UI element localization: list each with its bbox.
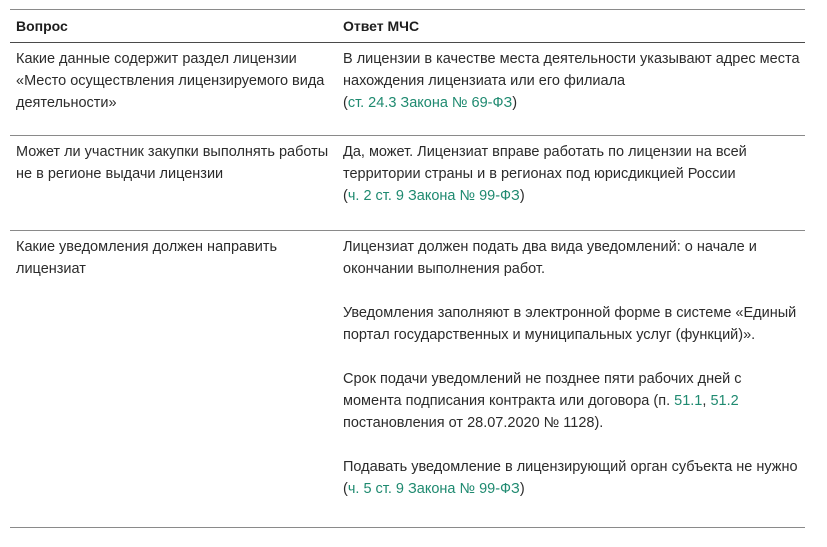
answer-text: Да, может. Лицензиат вправе работать по лицензии на всей территории страны и в регионах под юрисдикцией России — [343, 144, 747, 182]
table-row — [10, 43, 805, 136]
header-question: Вопрос — [16, 18, 68, 34]
clause-link[interactable]: 51.2 — [710, 393, 739, 409]
header-answer: Ответ МЧС — [343, 18, 420, 34]
table-header-row — [10, 10, 805, 43]
answer-paragraph: Уведомления заполняют в электронной форме в системе «Единый портал государственных и муниципальных услуг (функций)». — [343, 305, 797, 343]
answer-text: Подавать уведомление в лицензирующий орган субъекта не нужно ( — [343, 459, 798, 497]
answer-paragraph: Лицензиат должен подать два вида уведомлений: о начале и окончании выполнения работ. — [343, 239, 757, 277]
question-cell: Какие уведомления должен направить лицензиат — [16, 239, 278, 277]
law-link[interactable]: Закона № 99-ФЗ — [408, 188, 520, 204]
law-link[interactable]: ст. 24.3 Закона № 69-ФЗ — [347, 95, 513, 111]
paren-close: ) — [512, 95, 518, 111]
article-link[interactable]: ч. 2 ст. 9 — [347, 188, 404, 204]
answer-cell — [343, 231, 805, 527]
paren-open: ( — [343, 95, 348, 111]
answer-text: Срок подачи уведомлений не позднее пяти рабочих дней с момента подписания контракта или договора (п. — [343, 371, 742, 409]
separator: , — [702, 393, 707, 409]
answer-paragraph — [343, 456, 801, 500]
answer-text: постановления от 28.07.2020 № 1128). — [343, 415, 604, 431]
answer-paragraph — [343, 368, 801, 434]
faq-table — [10, 9, 805, 528]
answer-text: В лицензии в качестве места деятельности указывают адрес места нахождения лицензиата или его филиала — [343, 51, 800, 89]
paren-close: ) — [519, 481, 525, 497]
table-row — [10, 136, 805, 231]
clause-link[interactable]: 51.1 — [674, 393, 703, 409]
question-cell: Какие данные содержит раздел лицензии «Место осуществления лицензируемого вида деятельности» — [16, 51, 325, 111]
answer-cell — [343, 136, 805, 230]
paren-close: ) — [519, 188, 525, 204]
article-link[interactable]: ч. 5 ст. 9 — [347, 481, 404, 497]
law-link[interactable]: Закона № 99-ФЗ — [408, 481, 520, 497]
table-row — [10, 231, 805, 528]
question-cell: Может ли участник закупки выполнять работы не в регионе выдачи лицензии — [16, 144, 329, 182]
answer-cell — [343, 43, 805, 135]
paren-open: ( — [343, 188, 348, 204]
